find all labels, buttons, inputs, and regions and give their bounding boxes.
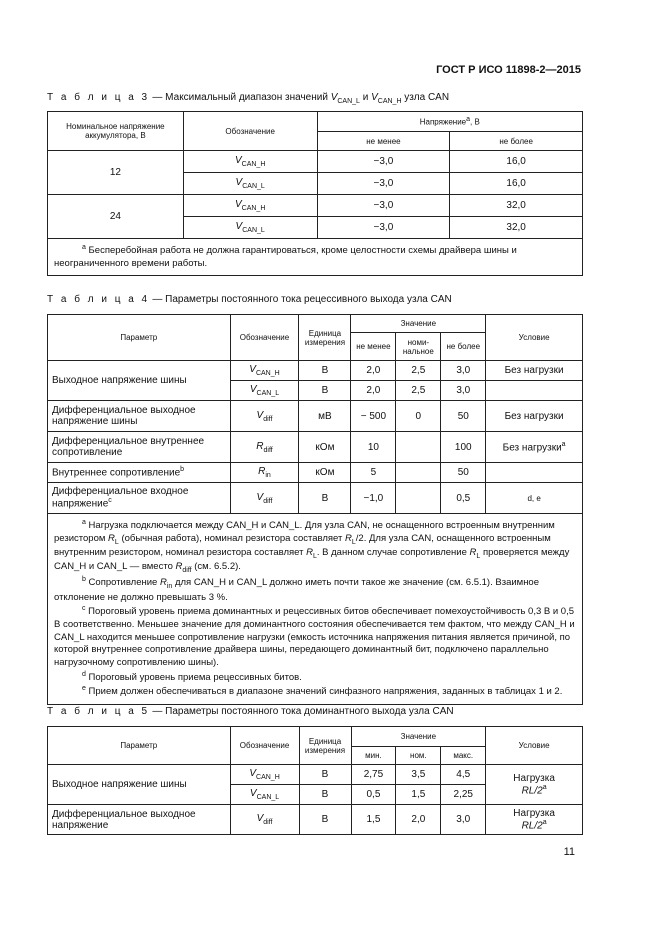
table3-header-voltage: Напряжение$^a$, В (317, 112, 582, 132)
table3-symbol: $V_{CAN\_H}$ (183, 195, 317, 217)
table3-symbol: $V_{CAN\_L}$ (183, 217, 317, 239)
table5-caption: Т а б л и ц а 5 — Параметры постоянного тока доминантного выхода узла CAN (47, 706, 454, 717)
table3-header-nominal: Номинальное напряжение аккумулятора, В (48, 112, 184, 151)
table5-header-condition: Условие (486, 727, 583, 765)
table5-header-unit: Единица измерения (299, 727, 351, 765)
table3-header-symbol: Обозначение (183, 112, 317, 151)
table4-header-unit: Единица измерения (299, 315, 351, 361)
table-row: Внутреннее сопротивление$^b$ $R_{in}$ кОм 5 50 (48, 463, 583, 483)
table-row: Дифференциальное входное напряжение$^c$ $V_{diff}$ В −1,0 0,5 d, e (48, 483, 583, 514)
table-row: 24 $V_{CAN\_H}$ −3,0 32,0 (48, 195, 583, 217)
table-row: Выходное напряжение шины $V_{CAN\_H}$ В 2,0 2,5 3,0 Без нагрузки (48, 361, 583, 381)
page-number: 11 (563, 846, 575, 858)
table-row: 12 $V_{CAN\_H}$ −3,0 16,0 (48, 151, 583, 173)
table3-caption: Т а б л и ц а 3 — Максимальный диапазон значений $V_{CAN\_L}$ и $V_{CAN\_H}$ узла CAN (47, 92, 450, 105)
table4-header-condition: Условие (486, 315, 583, 361)
table3-header-max: не более (450, 132, 583, 151)
table4-header-param: Параметр (48, 315, 231, 361)
table-row: $V_{CAN\_L}$ В 2,0 2,5 3,0 (48, 381, 583, 401)
table-row: Дифференциальное внутреннее сопротивление $R_{diff}$ кОм 10 100 Без нагрузки$^a$ (48, 432, 583, 463)
table3 (47, 111, 583, 276)
table5-header-param: Параметр (48, 727, 231, 765)
table-row: Дифференциальное выходное напряжение $V_{diff}$ В 1,5 2,0 3,0 Нагрузка RL/2$^a$ (48, 805, 583, 835)
table3-footnote: $^a$ Бесперебойная работа не должна гарантироваться, кроме целостности схемы драйвера шины и неограниченного времени работы. (48, 239, 583, 276)
table4-header-value: Значение (351, 315, 486, 333)
table3-nominal-24: 24 (48, 195, 184, 239)
table-row: Выходное напряжение шины $V_{CAN\_H}$ В 2,75 3,5 4,5 Нагрузка RL/2$^a$ (48, 765, 583, 785)
table3-symbol: $V_{CAN\_L}$ (183, 173, 317, 195)
table5-header-symbol: Обозначение (230, 727, 299, 765)
table4-header-symbol: Обозначение (230, 315, 299, 361)
table4-footnotes: $^a$ Нагрузка подключается между CAN_H и CAN_L. Для узла CAN, не оснащенного встроенным внутренним резистором $R_L$ (обычная работа), номинал резистора составляет $R_L/2$. Для узла CAN, оснащенного встроенным внутренним резистором, номинал резистора составляет $R_L$. В данном случае сопротивление $R_L$ проверяется между CAN_H и CAN_L — вместо $R_{diff}$ (см. 6.5.2). $^b$ Сопротивление $R_{in}$ для CAN_H и CAN_L должно иметь почти такое же значение (см. 6.5.1). Взаимное отклонение не должно превышать 3 %. $^c$ Пороговый уровень приема доминантных и рецессивных битов обеспечивает помехоустойчивость 0,3 В и 0,5 В соответственно. Меньшее значение для доминантного состояния обеспечивается тем фактом, что между CAN_H и CAN_L находится меньшее сопротивление нагрузки (емкость источника напряжения питания является причиной, по которой внутреннее сопротивление драйвера шины, передающего доминантный бит, подключено параллельно нагрузочному сопротивлению шины). $^d$ Пороговый уровень приема рецессивных битов. $^e$ Прием должен обеспечиваться в диапазоне значений синфазного напряжения, заданных в таблицах 1 и 2. (48, 514, 583, 705)
table3-nominal-12: 12 (48, 151, 184, 195)
table5: Параметр Обозначение Единица измерения Значение Условие мин. ном. макс. Выходное напряжение шины $V_{CAN\_H}$ В 2,75 3,5 4,5 Нагрузка RL/2$^a$ $V_{CAN\_L}$ В 0,5 1,5 2,25 Дифференциальное выходное напряжение $V_{diff}$ В 1,5 2,0 3,0 Нагрузка RL/2$^a$ (47, 726, 583, 835)
table5-header-value: Значение (351, 727, 486, 747)
table-row: $V_{CAN\_L}$ −3,0 32,0 (48, 217, 583, 239)
table3-header-min: не менее (317, 132, 450, 151)
table4-caption: Т а б л и ц а 4 — Параметры постоянного тока рецессивного выхода узла CAN (47, 294, 452, 305)
table-row: Дифференциальное выходное напряжение шины $V_{diff}$ мВ − 500 0 50 Без нагрузки (48, 401, 583, 432)
document-id: ГОСТ Р ИСО 11898-2—2015 (436, 64, 581, 76)
table3-symbol: $V_{CAN\_H}$ (183, 151, 317, 173)
table-row: $V_{CAN\_L}$ В 0,5 1,5 2,25 (48, 785, 583, 805)
table-row: $V_{CAN\_L}$ −3,0 16,0 (48, 173, 583, 195)
table4: Параметр Обозначение Единица измерения Значение Условие не менее номи-нальное не более Выходное напряжение шины $V_{CAN\_H}$ В 2,0 2,5 3,0 Без нагрузки $V_{CAN\_L}$ В 2,0 2,5 3,0 Дифференциальное выходное напряжение шины $V_{diff}$ мВ − 500 0 50 Без нагрузки Дифференциальное внутреннее сопротивление $R_{diff}$ кОм 10 100 Без нагрузки$^a$ Внутреннее сопротивление$^b$ $R_{in}$ кОм 5 50 Дифференциальное входное напряжение$^c$ $V_{diff}$ В −1,0 0,5 d, e $^a$ Нагрузка подключается между CAN_H и CAN_L. Для узла CAN, не оснащенного встроенным внутренним резистором $R_L$ (обычная работа), номинал резистора составляет $R_L/2$. Для узла CAN, оснащенного встроенным внутренним резистором, номинал резистора составляет $R_L$. В данном случае сопротивление $R_L$ проверяется между CAN_H и CAN_L — вместо $R_{diff}$ (см. 6.5.2). $^b$ Сопротивление $R_{in}$ для CAN_H и CAN_L должно иметь почти такое же значение (см. 6.5.1). Взаимное отклонение не должно превышать 3 %. $^c$ Пороговый уровень приема доминантных и рецессивных битов обеспечивает помехоустойчивость 0,3 В и 0,5 В соответственно. Меньшее значение для доминантного состояния обеспечивается тем фактом, что между CAN_H и CAN_L находится меньшее сопротивление нагрузки (емкость источника напряжения питания является причиной, по которой внутреннее сопротивление драйвера шины, передающего доминантный бит, подключено параллельно нагрузочному сопротивлению шины). $^d$ Пороговый уровень приема рецессивных битов. $^e$ Прием должен обеспечиваться в диапазоне значений синфазного напряжения, заданных в таблицах 1 и 2. (47, 314, 583, 705)
